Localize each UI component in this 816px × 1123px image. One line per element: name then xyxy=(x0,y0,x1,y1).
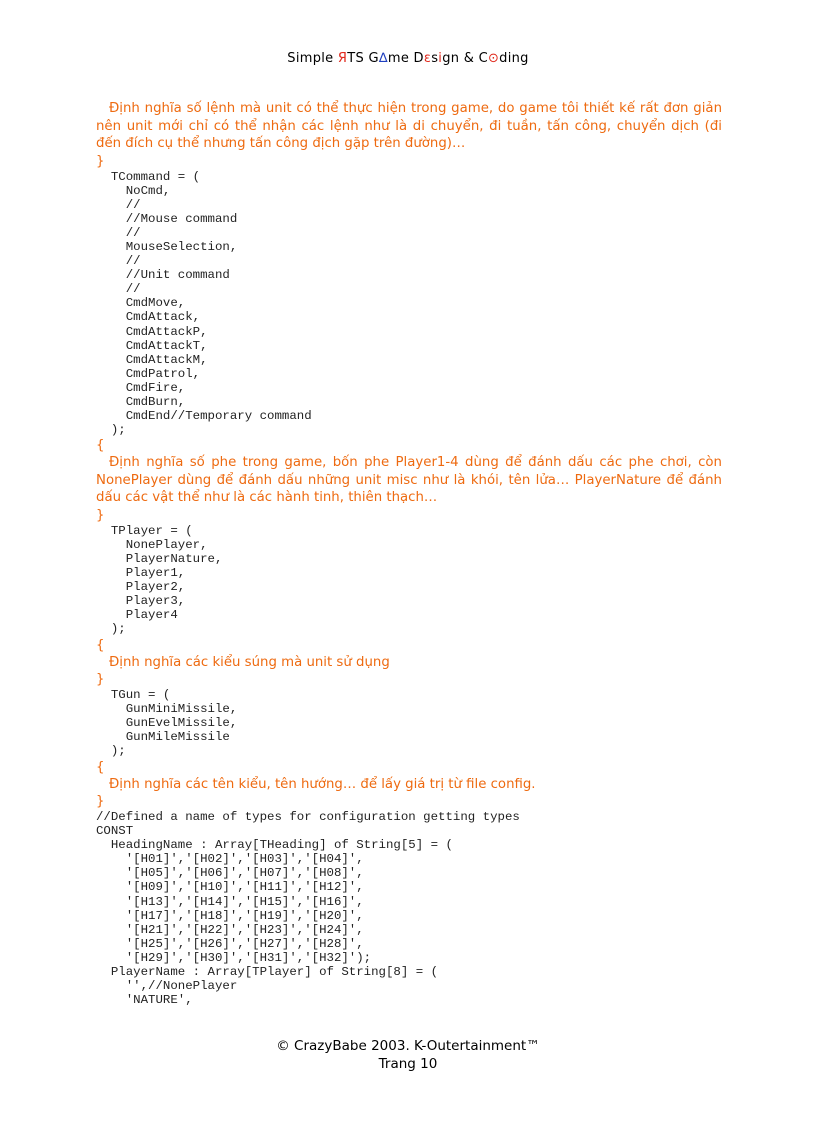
code-line: //Defined a name of types for configuration getting types xyxy=(96,810,520,824)
section-comment xyxy=(96,654,722,672)
close-brace: } xyxy=(96,794,105,809)
close-brace: } xyxy=(96,507,105,523)
section-comment xyxy=(96,454,722,507)
close-brace: } xyxy=(96,672,105,688)
code-line: Player2, xyxy=(96,580,186,595)
code-line: //Unit command xyxy=(96,268,230,283)
code-line: CmdEnd//Temporary command xyxy=(96,409,312,424)
footer-copyright: © CrazyBabe 2003. K-Outertainment™ xyxy=(276,1038,540,1054)
code-line: Player4 xyxy=(96,608,178,623)
code-line: NoCmd, xyxy=(96,183,171,198)
code-line: CmdAttackP, xyxy=(96,324,208,339)
code-line: //Mouse command xyxy=(96,211,238,226)
header-title-part: gn & C xyxy=(442,51,488,66)
code-line: CmdPatrol, xyxy=(96,366,201,381)
code-line: // xyxy=(96,282,141,297)
section-comment xyxy=(96,100,722,153)
header-title-part: ⊙ xyxy=(487,51,500,66)
code-line: 'NATURE', xyxy=(96,993,193,1008)
code-line: CmdBurn, xyxy=(96,395,186,409)
code-line: NonePlayer, xyxy=(96,537,208,552)
code-line: Player3, xyxy=(96,594,186,609)
page-header xyxy=(0,51,816,66)
code-line: PlayerNature, xyxy=(96,551,223,566)
header-title-part: Я xyxy=(337,51,348,66)
section-comment xyxy=(96,776,722,794)
code-line: Player1, xyxy=(96,566,186,581)
code-line: ); xyxy=(96,622,126,637)
doc-section xyxy=(96,100,722,437)
close-brace: } xyxy=(96,153,105,169)
header-title-part: i xyxy=(438,51,443,66)
header-title-part: e D xyxy=(400,51,424,66)
code-line: CmdFire, xyxy=(96,380,186,395)
section-comment-text: Định nghĩa số phe trong game, bốn phe Player1-4 dùng để đánh dấu các phe chơi, còn NonePlayer dùng để đánh dấu những unit misc như là khói, tên lửa… PlayerNature để đánh dấu các vật thể như là các hành tinh, thiên thạch… xyxy=(96,455,722,506)
code-line: '[H29]','[H30]','[H31]','[H32]'); xyxy=(96,950,372,965)
open-brace: { xyxy=(96,438,105,454)
header-title-part: ∆ xyxy=(378,51,388,66)
code-block xyxy=(96,170,722,438)
code-line: TGun = ( xyxy=(96,688,171,703)
code-line: '[H17]','[H18]','[H19]','[H20]', xyxy=(96,908,364,923)
open-brace: { xyxy=(96,759,105,775)
code-line: GunMileMissile xyxy=(96,730,230,745)
header-title-part: Simple xyxy=(287,51,338,66)
code-line: CmdMove, xyxy=(96,296,186,311)
code-line: TPlayer = ( xyxy=(96,523,193,538)
footer-page-number: Trang 10 xyxy=(378,1056,438,1072)
open-brace: { xyxy=(96,637,105,653)
header-title-part: ε xyxy=(423,51,432,66)
code-block xyxy=(96,524,722,637)
code-line: MouseSelection, xyxy=(96,239,238,254)
code-line: '[H01]','[H02]','[H03]','[H04]', xyxy=(96,852,364,867)
code-line: ); xyxy=(96,744,126,759)
code-line: '',//NonePlayer xyxy=(96,979,238,994)
code-line: // xyxy=(96,225,141,240)
header-title-part: s xyxy=(431,51,439,66)
code-line: '[H25]','[H26]','[H27]','[H28]', xyxy=(96,936,364,951)
code-line: '[H05]','[H06]','[H07]','[H08]', xyxy=(96,866,364,881)
code-line: GunEvelMissile, xyxy=(96,716,238,731)
page-content xyxy=(96,100,722,1007)
section-comment-text: Định nghĩa các kiểu súng mà unit sử dụng xyxy=(109,654,390,670)
code-line: // xyxy=(96,197,141,212)
header-title-part: ding xyxy=(499,51,529,66)
code-line: ); xyxy=(96,423,126,438)
code-line: '[H21]','[H22]','[H23]','[H24]', xyxy=(96,922,364,937)
code-line: CmdAttackT, xyxy=(96,338,208,353)
code-block xyxy=(96,810,722,1007)
code-line: '[H13]','[H14]','[H15]','[H16]', xyxy=(96,894,364,909)
section-comment-text: Định nghĩa số lệnh mà unit có thể thực hiện trong game, do game tôi thiết kế rất đơn giản nên unit mới chỉ có thể nhận các lệnh như là di chuyển, đi tuần, tấn công, chuyển dịch (đi đến đích cụ thể nhưng tấn công địch gặp trên đường)… xyxy=(96,101,722,151)
code-line: '[H09]','[H10]','[H11]','[H12]', xyxy=(96,880,364,895)
code-line: CONST xyxy=(96,824,134,839)
code-block xyxy=(96,688,722,758)
doc-section xyxy=(96,759,722,1008)
section-comment-text: Định nghĩa các tên kiểu, tên hướng… để lấy giá trị từ file config. xyxy=(109,776,536,792)
doc-section xyxy=(96,437,722,636)
code-line: GunMiniMissile, xyxy=(96,702,238,717)
code-line: TCommand = ( xyxy=(96,169,201,184)
code-line: PlayerName : Array[TPlayer] of String[8] = ( xyxy=(96,965,439,980)
header-title-part: m xyxy=(387,51,401,66)
code-line: // xyxy=(96,254,141,269)
doc-section xyxy=(96,637,722,759)
code-line: HeadingName : Array[THeading] of String[5] = ( xyxy=(96,838,453,853)
code-line: CmdAttackM, xyxy=(96,352,208,367)
code-line: CmdAttack, xyxy=(96,310,201,325)
header-title-part: TS G xyxy=(347,51,379,66)
